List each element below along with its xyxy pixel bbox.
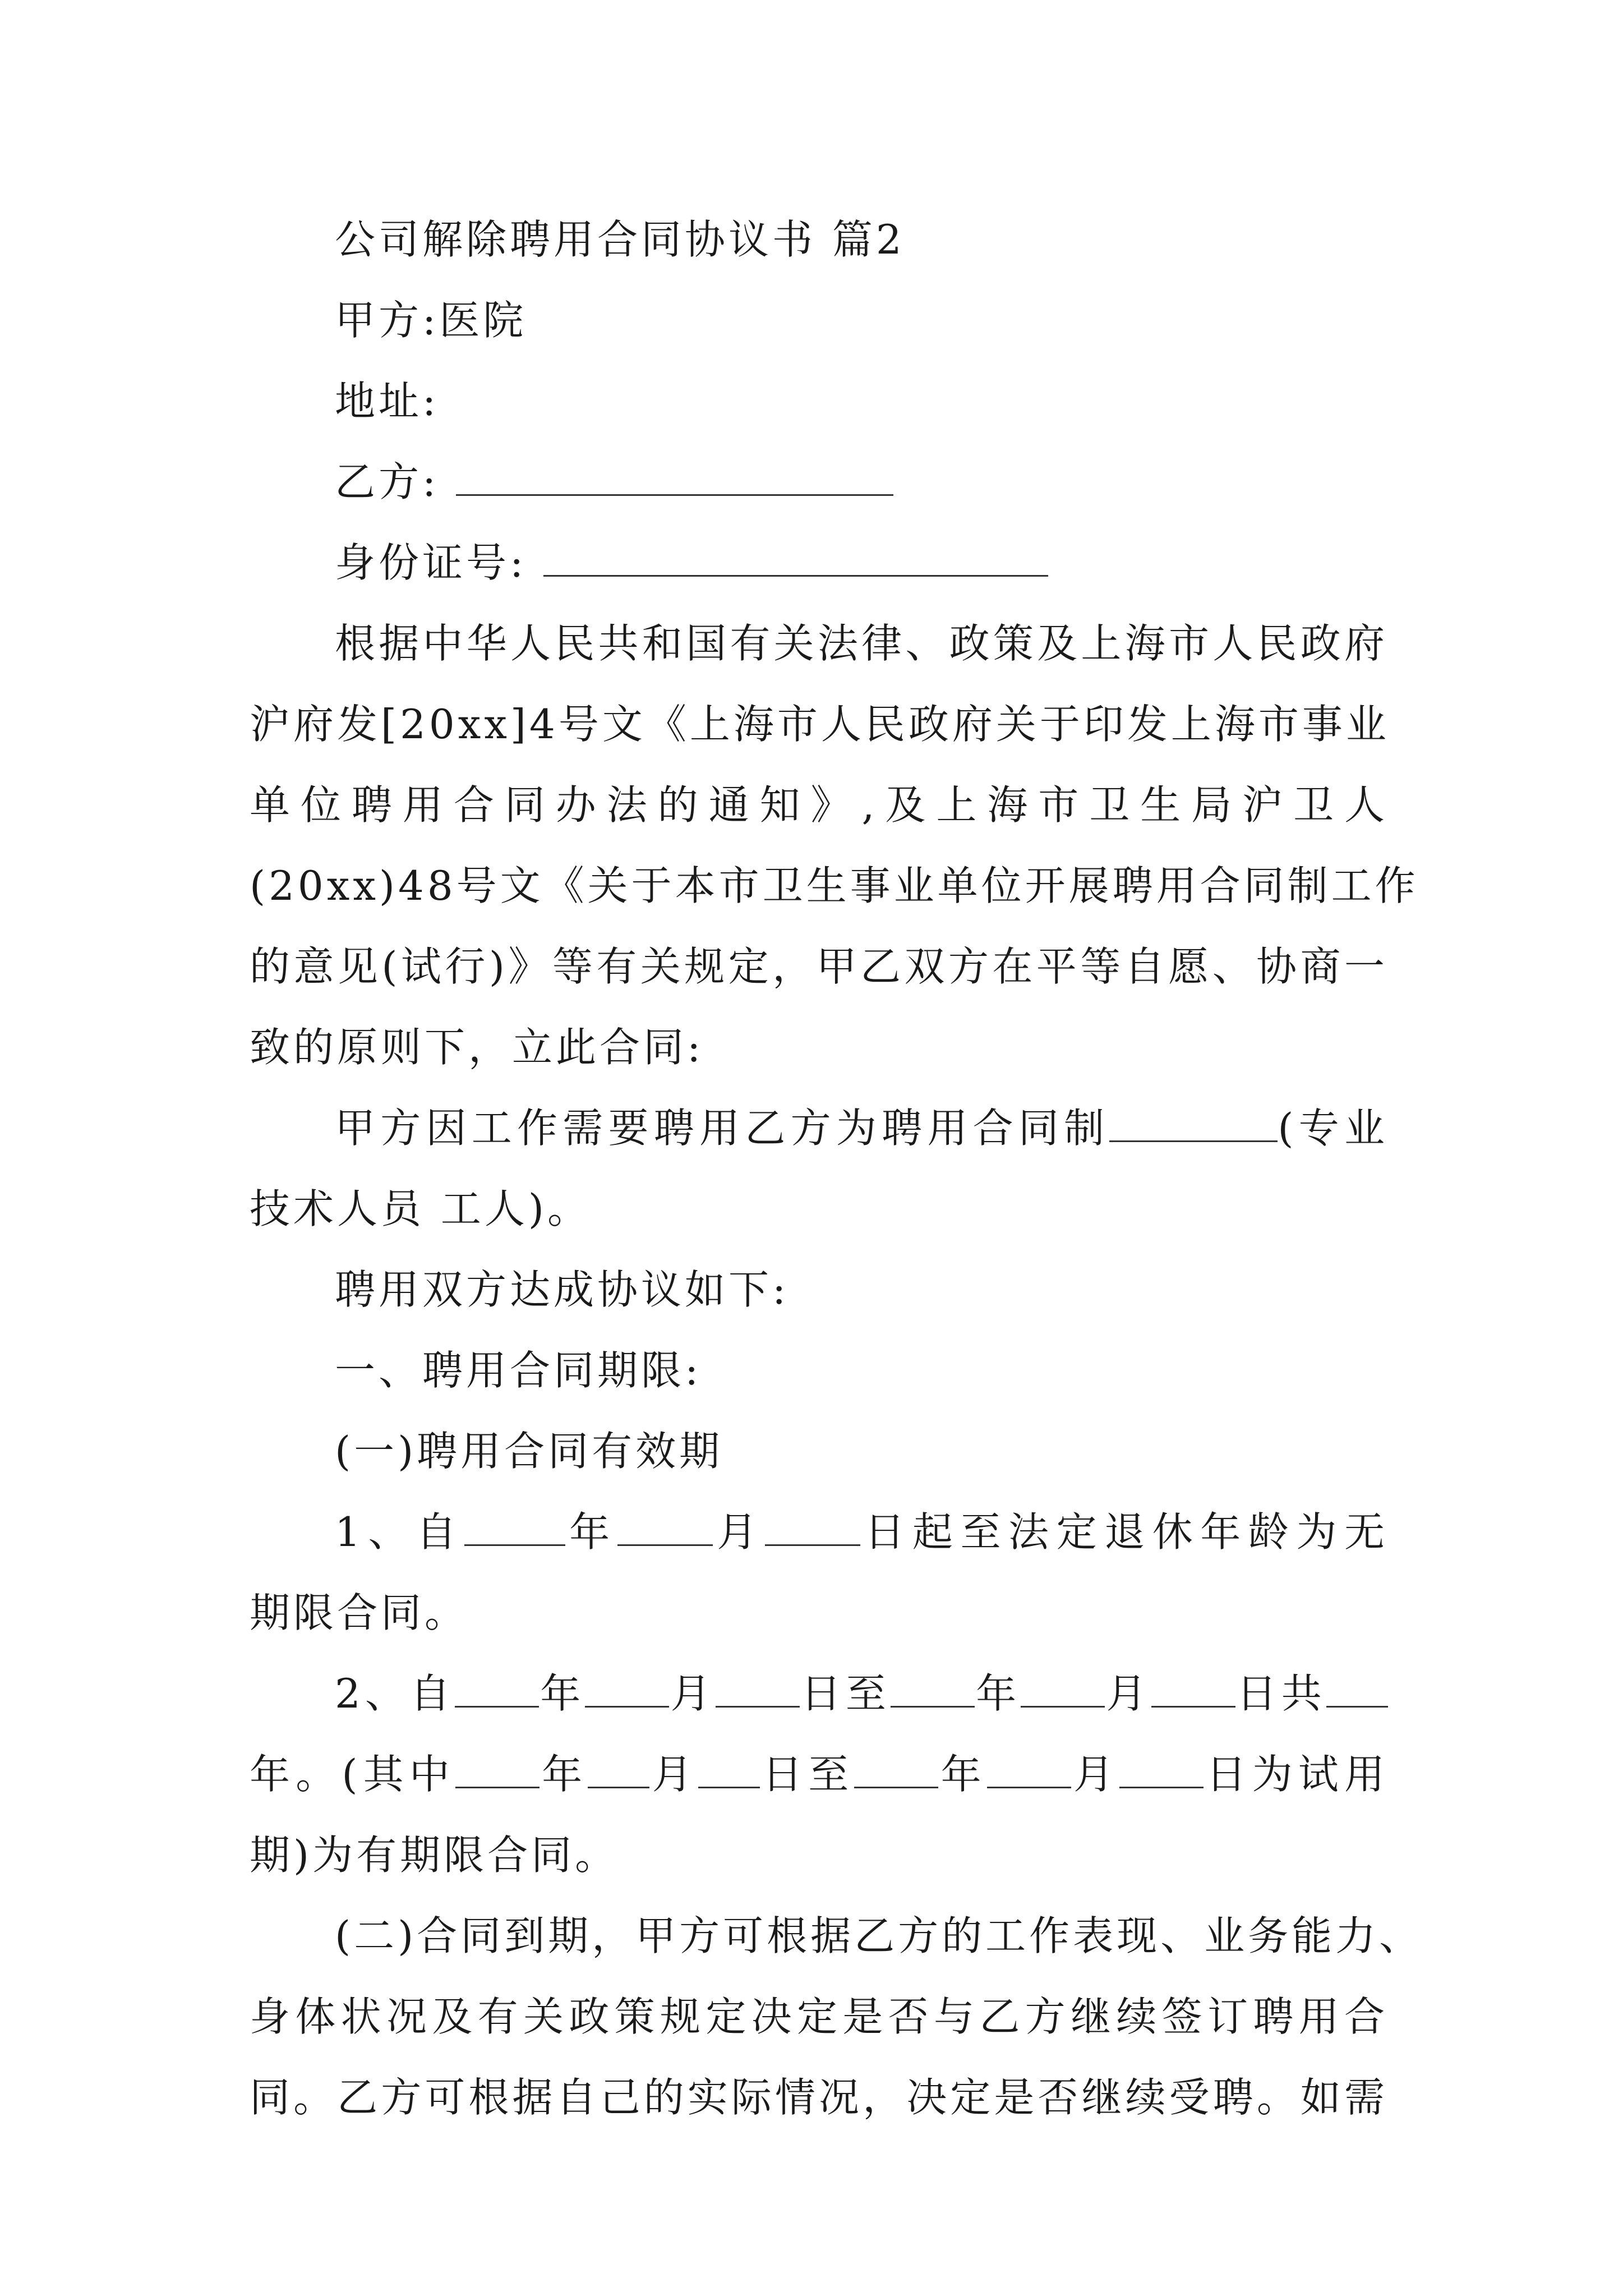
item-text: 月 <box>712 1508 765 1556</box>
item-text: 年 <box>539 1670 585 1717</box>
party-b-line <box>250 441 1388 522</box>
party-b-name-blank[interactable] <box>456 459 893 496</box>
document-body <box>250 199 1423 2138</box>
day-blank[interactable] <box>698 1752 760 1788</box>
section-heading: 一、聘用合同期限: <box>335 1347 702 1394</box>
item-text: 年 <box>565 1508 617 1556</box>
item-text: 日至 <box>759 1751 855 1798</box>
paragraph-line: 同。乙方可根据自己的实际情况，决定是否继续受聘。如需 <box>250 2074 1388 2121</box>
term-item-2-line-3: 期)为有期限合同。 <box>250 1832 619 1879</box>
item-text: 1、自 <box>335 1508 464 1556</box>
paragraph-line: 的意见(试行)》等有关规定，甲乙双方在平等自愿、协商一 <box>250 943 1388 990</box>
item-text: 2、自 <box>335 1670 455 1717</box>
agreement-heading: 聘用双方达成协议如下: <box>335 1266 790 1313</box>
term-item-2 <box>250 1653 1388 1734</box>
subsection-heading: (一)聘用合同有效期 <box>335 1428 723 1475</box>
paragraph-line: 身体状况及有关政策规定决定是否与乙方继续签订聘用合 <box>250 1993 1388 2040</box>
day-blank[interactable] <box>1151 1671 1235 1708</box>
total-years-blank[interactable] <box>1326 1671 1388 1708</box>
month-blank[interactable] <box>1021 1671 1105 1708</box>
position-blank[interactable] <box>1109 1106 1278 1142</box>
item-text: 月 <box>669 1670 716 1717</box>
year-blank[interactable] <box>854 1752 938 1788</box>
item-text: 月 <box>1105 1670 1151 1717</box>
id-number-label: 身份证号: <box>335 539 527 586</box>
position-type: (专业 <box>1278 1105 1388 1152</box>
year-blank[interactable] <box>891 1671 975 1708</box>
year-blank[interactable] <box>455 1671 539 1708</box>
item-text: 日共 <box>1235 1670 1326 1717</box>
day-blank[interactable] <box>1119 1752 1204 1788</box>
paragraph-line: (20xx)48号文《关于本市卫生事业单位开展聘用合同制工作 <box>250 862 1419 909</box>
month-blank[interactable] <box>588 1752 649 1788</box>
paragraph-line: 沪府发[20xx]4号文《上海市人民政府关于印发上海市事业 <box>250 701 1390 748</box>
position-text: 甲方因工作需要聘用乙方为聘用合同制 <box>335 1105 1110 1152</box>
item-text: 年 <box>975 1670 1021 1717</box>
month-blank[interactable] <box>987 1752 1071 1788</box>
position-line-2: 技术人员 工人)。 <box>250 1185 591 1232</box>
item-text: 年 <box>938 1751 987 1798</box>
year-blank[interactable] <box>455 1752 540 1788</box>
id-number-blank[interactable] <box>543 540 1048 577</box>
paragraph-line: 致的原则下，立此合同: <box>250 1024 704 1071</box>
item-text: 日为试用 <box>1204 1751 1388 1798</box>
party-b-label: 乙方: <box>335 458 440 505</box>
paragraph-line: 单位聘用合同办法的通知》,及上海市卫生局沪卫人 <box>250 781 1388 829</box>
address-line: 地址: <box>335 378 440 425</box>
month-blank[interactable] <box>585 1671 669 1708</box>
item-text: 日至 <box>799 1670 891 1717</box>
paragraph-line: 根据中华人民共和国有关法律、政策及上海市人民政府 <box>335 620 1388 667</box>
paragraph-line: (二)合同到期，甲方可根据乙方的工作表现、业务能力、 <box>335 1912 1423 1959</box>
item-text: 月 <box>649 1751 698 1798</box>
day-blank[interactable] <box>765 1510 860 1546</box>
item-text: 年 <box>540 1751 588 1798</box>
item-text: 日起至法定退休年龄为无 <box>860 1508 1388 1556</box>
item-text: 年。(其中 <box>250 1751 456 1798</box>
term-item-1-line-2: 期限合同。 <box>250 1589 469 1636</box>
month-blank[interactable] <box>617 1510 713 1546</box>
position-line <box>250 1088 1388 1168</box>
day-blank[interactable] <box>716 1671 800 1708</box>
term-item-1 <box>250 1492 1388 1572</box>
id-number-line <box>250 522 1388 603</box>
party-a-line: 甲方:医院 <box>335 297 527 344</box>
year-blank[interactable] <box>464 1510 565 1546</box>
term-item-2-line-2 <box>250 1734 1388 1815</box>
document-title: 公司解除聘用合同协议书 篇2 <box>335 216 905 263</box>
item-text: 月 <box>1071 1751 1120 1798</box>
